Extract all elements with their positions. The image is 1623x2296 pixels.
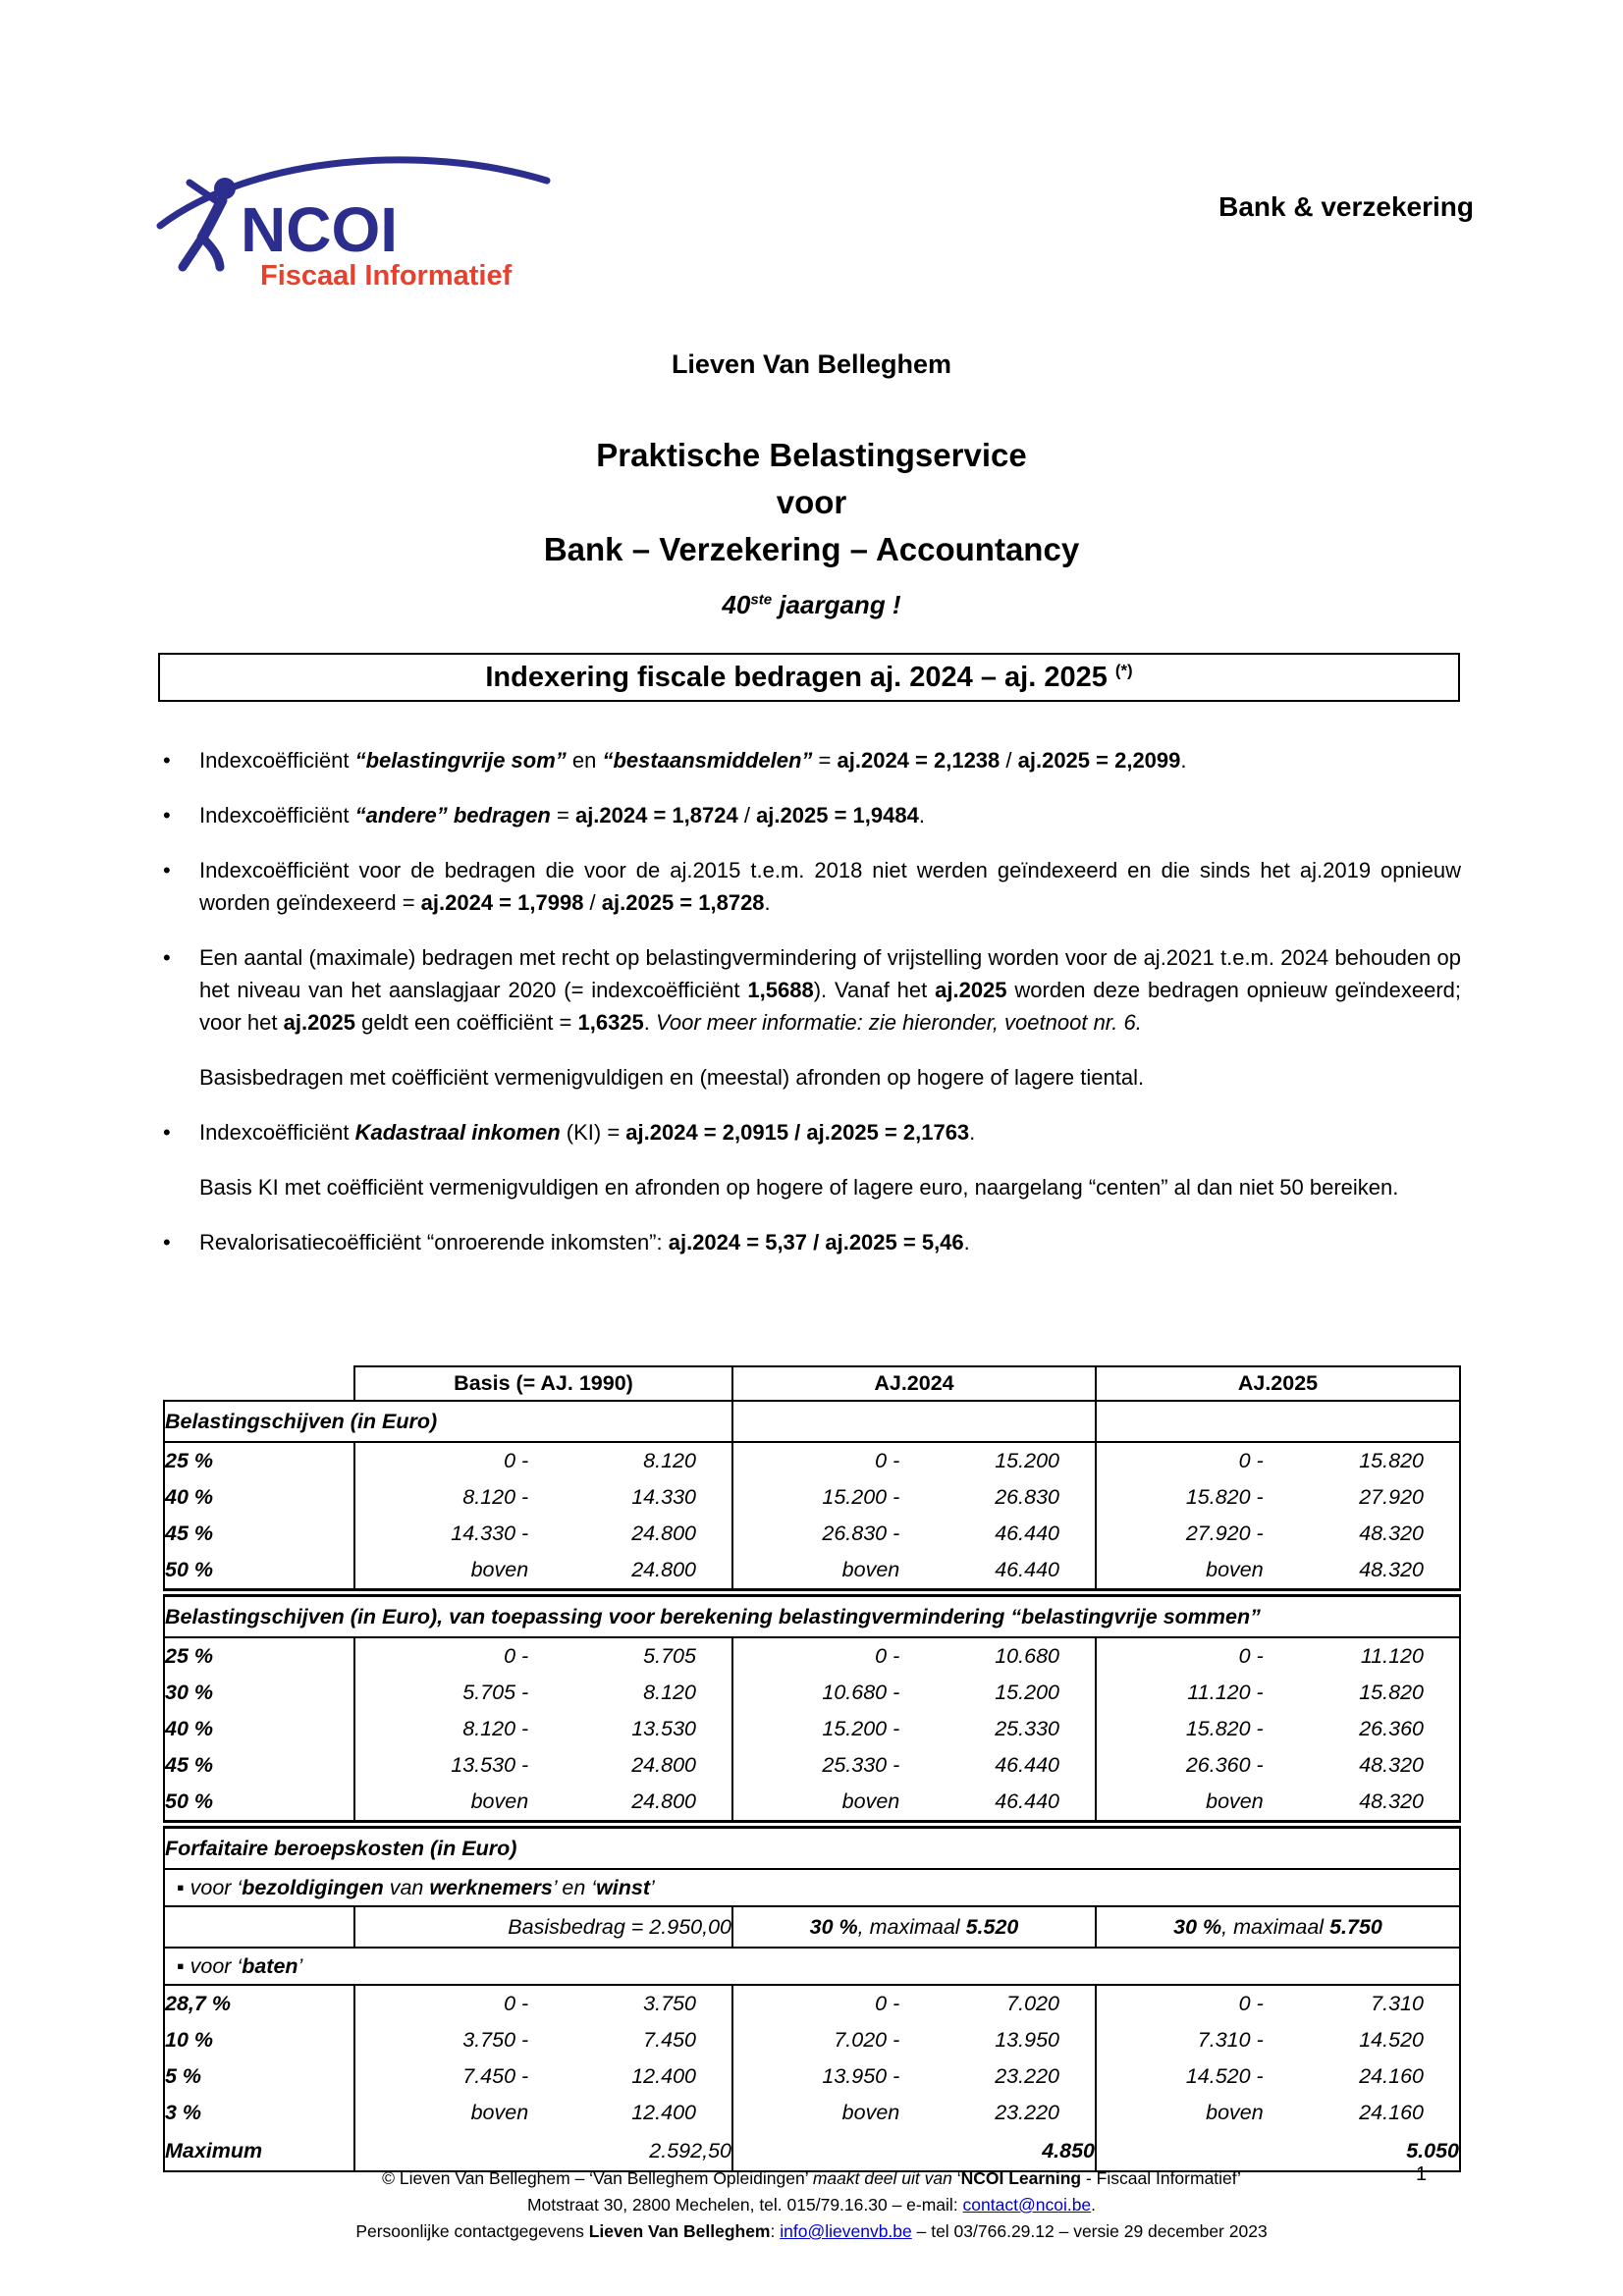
bracket-range-cell <box>1096 1637 1460 1675</box>
range-upper: 12.400 <box>631 2064 696 2088</box>
footer-line-1: © Lieven Van Belleghem – ‘Van Belleghem Opleidingen’ maakt deel uit van ‘NCOI Learning - Fiscaal Informatief’ <box>382 2168 1241 2188</box>
bullet-dot: • <box>163 803 171 828</box>
service-title-line1: Praktische Belastingservice <box>596 437 1027 473</box>
range-upper: 48.320 <box>1359 1522 1424 1545</box>
bracket-range-cell <box>354 1637 732 1675</box>
index-table-wrap <box>163 1365 1461 2172</box>
subsection-header-row <box>164 1869 1460 1906</box>
maximum-value-cell: 4.850 <box>732 2131 1096 2171</box>
column-header-row <box>164 1366 1460 1401</box>
maximum-value-cell: 2.592,50 <box>354 2131 732 2171</box>
bracket-range-cell <box>732 1747 1096 1784</box>
rate-label-cell: 3 % <box>164 2095 354 2131</box>
bracket-range-cell <box>354 2058 732 2095</box>
range-lower: 15.820 - <box>1185 1717 1264 1740</box>
range-upper: 3.750 <box>643 1992 696 2015</box>
rate-bracket-row <box>164 1675 1460 1711</box>
range-lower: 10.680 - <box>822 1681 900 1704</box>
range-lower: boven <box>470 1789 529 1813</box>
range-upper: 8.120 <box>643 1449 696 1472</box>
bracket-range-cell <box>354 1552 732 1593</box>
range-upper: 10.680 <box>995 1644 1059 1668</box>
section-header-row <box>164 1825 1460 1870</box>
range-upper: 14.330 <box>631 1485 696 1509</box>
range-upper: 46.440 <box>995 1558 1059 1581</box>
bracket-range-cell <box>732 1637 1096 1675</box>
range-lower: 3.750 - <box>462 2028 529 2052</box>
index-table <box>163 1365 1461 2172</box>
rate-bracket-row <box>164 1985 1460 2022</box>
range-upper: 11.120 <box>1360 1644 1424 1668</box>
ncoi-logo <box>131 147 563 290</box>
range-lower: 0 - <box>504 1449 529 1472</box>
section-header-cell: Belastingschijven (in Euro), van toepassing voor berekening belastingvermindering “belastingvrije sommen” <box>164 1593 1460 1638</box>
range-lower: 7.310 - <box>1197 2028 1264 2052</box>
bracket-range-cell <box>1096 1747 1460 1784</box>
rate-bracket-row <box>164 2022 1460 2058</box>
section-header-row <box>164 1593 1460 1638</box>
range-upper: 7.020 <box>1006 1992 1059 2015</box>
range-lower: boven <box>1206 1558 1264 1581</box>
bracket-range-cell <box>732 2058 1096 2095</box>
bracket-range-cell <box>354 1675 732 1711</box>
bullet-dot: • <box>163 858 171 882</box>
bracket-range-cell <box>354 1711 732 1747</box>
rate-label-cell: 40 % <box>164 1711 354 1747</box>
bracket-range-cell <box>354 2095 732 2131</box>
empty-cell <box>732 1401 1096 1442</box>
bracket-range-cell <box>354 1479 732 1516</box>
rate-label-cell: 50 % <box>164 1552 354 1593</box>
rate-label-cell: 28,7 % <box>164 1985 354 2022</box>
range-upper: 15.820 <box>1359 1681 1424 1704</box>
bullet-dot: • <box>163 945 171 970</box>
bullet-item <box>163 744 1461 776</box>
range-lower: 13.530 - <box>451 1753 529 1777</box>
logo-subtitle: Fiscaal Informatief <box>260 260 513 290</box>
range-upper: 48.320 <box>1359 1789 1424 1813</box>
empty-cell <box>164 1906 354 1948</box>
service-title-line3: Bank – Verzekering – Accountancy <box>543 531 1080 567</box>
bracket-range-cell <box>1096 2022 1460 2058</box>
range-upper: 5.705 <box>643 1644 696 1668</box>
bracket-range-cell <box>732 1442 1096 1479</box>
bracket-range-cell <box>354 1784 732 1825</box>
section-header-row <box>164 1401 1460 1442</box>
range-lower: 0 - <box>1238 1644 1264 1668</box>
bracket-range-cell <box>1096 1552 1460 1593</box>
range-lower: boven <box>841 2101 900 2124</box>
rate-bracket-row <box>164 1784 1460 1825</box>
rate-bracket-row <box>164 1479 1460 1516</box>
range-upper: 26.360 <box>1359 1717 1424 1740</box>
paragraph <box>199 1171 1461 1203</box>
bracket-range-cell <box>732 1711 1096 1747</box>
rate-bracket-row <box>164 1711 1460 1747</box>
range-lower: boven <box>1206 2101 1264 2124</box>
range-upper: 14.520 <box>1359 2028 1424 2052</box>
range-lower: boven <box>470 1558 529 1581</box>
range-upper: 24.800 <box>631 1558 696 1581</box>
rate-label-cell: 45 % <box>164 1747 354 1784</box>
range-upper: 15.200 <box>995 1681 1059 1704</box>
bracket-range-cell <box>1096 1784 1460 1825</box>
range-lower: 5.705 - <box>462 1681 529 1704</box>
rate-label-cell: 5 % <box>164 2058 354 2095</box>
range-lower: 26.360 - <box>1185 1753 1264 1777</box>
range-lower: 25.330 - <box>822 1753 900 1777</box>
bracket-range-cell <box>732 1516 1096 1552</box>
bracket-range-cell <box>732 1675 1096 1711</box>
email-link[interactable]: info@lievenvb.be <box>780 2221 912 2241</box>
column-header-cell: AJ.2025 <box>1096 1366 1460 1401</box>
rate-bracket-row <box>164 2095 1460 2131</box>
service-title-line2: voor <box>776 484 847 520</box>
range-upper: 24.160 <box>1359 2101 1424 2124</box>
range-lower: 0 - <box>504 1644 529 1668</box>
range-upper: 7.450 <box>643 2028 696 2052</box>
bracket-range-cell <box>1096 1516 1460 1552</box>
bracket-range-cell <box>1096 1479 1460 1516</box>
maximum-value-cell: 5.050 <box>1096 2131 1460 2171</box>
rate-bracket-row <box>164 1442 1460 1479</box>
range-upper: 12.400 <box>631 2101 696 2124</box>
maximum-label-cell: Maximum <box>164 2131 354 2171</box>
range-lower: 0 - <box>875 1449 900 1472</box>
bracket-range-cell <box>354 2022 732 2058</box>
range-lower: 0 - <box>875 1644 900 1668</box>
amount-cell: 30 %, maximaal 5.750 <box>1096 1906 1460 1948</box>
range-upper: 7.310 <box>1371 1992 1424 2015</box>
rate-label-cell: 10 % <box>164 2022 354 2058</box>
subsection-header-cell: ▪ voor ‘bezoldigingen van werknemers’ en ‘winst’ <box>164 1869 1460 1906</box>
logo-wordmark: NCOI <box>241 194 398 265</box>
paragraph <box>199 1061 1461 1094</box>
bracket-range-cell <box>732 1985 1096 2022</box>
rate-bracket-row <box>164 1552 1460 1593</box>
author-name: Lieven Van Belleghem <box>671 349 952 379</box>
range-upper: 23.220 <box>995 2101 1059 2124</box>
column-header-cell: Basis (= AJ. 1990) <box>354 1366 732 1401</box>
bracket-range-cell <box>732 1784 1096 1825</box>
range-lower: 7.020 - <box>834 2028 900 2052</box>
bracket-range-cell <box>1096 1442 1460 1479</box>
footer-line-3: Persoonlijke contactgegevens Lieven Van Belleghem: info@lievenvb.be – tel 03/766.29.12 – versie 29 december 2023 <box>355 2221 1268 2241</box>
range-lower: 14.520 - <box>1185 2064 1264 2088</box>
bullet-item <box>163 941 1461 1039</box>
subsection-header-cell: ▪ voor ‘baten’ <box>164 1948 1460 1985</box>
edition-line: 40ste jaargang ! <box>722 590 901 619</box>
range-upper: 24.800 <box>631 1522 696 1545</box>
page-number: 1 <box>1416 2163 1428 2185</box>
bracket-range-cell <box>354 1516 732 1552</box>
range-upper: 27.920 <box>1359 1485 1424 1509</box>
section-header-cell: Forfaitaire beroepskosten (in Euro) <box>164 1825 1460 1870</box>
range-lower: 15.200 - <box>822 1717 900 1740</box>
bracket-range-cell <box>1096 2058 1460 2095</box>
bullet-text: Indexcoëfficiënt voor de bedragen die voor de aj.2015 t.e.m. 2018 niet werden geïndexeerd en die sinds het aj.2019 opnieuw worden geïndexeerd = aj.2024 = 1,7998 / aj.2025 = 1,8728. <box>199 858 1461 915</box>
bullet-item <box>163 799 1461 831</box>
range-lower: 15.820 - <box>1185 1485 1264 1509</box>
rate-label-cell: 25 % <box>164 1637 354 1675</box>
bullet-text: Indexcoëfficiënt “andere” bedragen = aj.2024 = 1,8724 / aj.2025 = 1,9484. <box>199 803 925 828</box>
range-lower: 27.920 - <box>1185 1522 1264 1545</box>
bracket-range-cell <box>732 1479 1096 1516</box>
bracket-range-cell <box>732 2095 1096 2131</box>
email-link[interactable]: contact@ncoi.be <box>962 2195 1092 2215</box>
range-upper: 15.200 <box>995 1449 1059 1472</box>
range-lower: 8.120 - <box>462 1485 529 1509</box>
range-lower: boven <box>1206 1789 1264 1813</box>
bracket-range-cell <box>1096 2095 1460 2131</box>
corner-label: Bank & verzekering <box>1218 191 1474 222</box>
bullet-item <box>163 1116 1461 1148</box>
rate-label-cell: 40 % <box>164 1479 354 1516</box>
bullet-dot: • <box>163 1120 171 1145</box>
range-lower: 11.120 - <box>1187 1681 1264 1704</box>
rate-bracket-row <box>164 1516 1460 1552</box>
bracket-range-cell <box>732 1552 1096 1593</box>
bracket-range-cell <box>1096 1675 1460 1711</box>
subsection-header-row <box>164 1948 1460 1985</box>
range-upper: 24.160 <box>1359 2064 1424 2088</box>
bracket-range-cell <box>354 1985 732 2022</box>
range-upper: 46.440 <box>995 1789 1059 1813</box>
section-header-cell: Belastingschijven (in Euro) <box>164 1401 732 1442</box>
column-header-cell: AJ.2024 <box>732 1366 1096 1401</box>
bullet-text: Basisbedragen met coëfficiënt vermenigvuldigen en (meestal) afronden op hogere of lagere tiental. <box>199 1065 1145 1090</box>
empty-cell <box>1096 1401 1460 1442</box>
range-upper: 48.320 <box>1359 1558 1424 1581</box>
bracket-range-cell <box>354 1442 732 1479</box>
rate-label-cell: 50 % <box>164 1784 354 1825</box>
bullet-dot: • <box>163 1230 171 1255</box>
range-lower: 15.200 - <box>822 1485 900 1509</box>
rate-label-cell: 25 % <box>164 1442 354 1479</box>
range-upper: 24.800 <box>631 1753 696 1777</box>
page-footer <box>0 2165 1623 2245</box>
corner-blank-cell <box>164 1366 354 1401</box>
amount-cell: Basisbedrag = 2.950,00 <box>354 1906 732 1948</box>
range-lower: boven <box>470 2101 529 2124</box>
bullet-item <box>163 854 1461 919</box>
bullet-item <box>163 1226 1461 1258</box>
range-lower: boven <box>841 1558 900 1581</box>
range-lower: 0 - <box>504 1992 529 2015</box>
bullet-dot: • <box>163 748 171 773</box>
bracket-range-cell <box>732 2022 1096 2058</box>
range-upper: 46.440 <box>995 1522 1059 1545</box>
rate-bracket-row <box>164 1747 1460 1784</box>
range-lower: boven <box>841 1789 900 1813</box>
range-upper: 13.530 <box>631 1717 696 1740</box>
range-upper: 26.830 <box>995 1485 1059 1509</box>
bracket-range-cell <box>1096 1711 1460 1747</box>
range-lower: 7.450 - <box>462 2064 529 2088</box>
indexing-box-title: Indexering fiscale bedragen aj. 2024 – aj. 2025 (*) <box>158 653 1460 702</box>
range-upper: 8.120 <box>643 1681 696 1704</box>
bullet-text: Een aantal (maximale) bedragen met recht op belastingvermindering of vrijstelling worden voor de aj.2021 t.e.m. 2024 behouden op het niveau van het aanslagjaar 2020 (= indexcoëfficiënt 1,5688). Vanaf het aj.2025 worden deze bedragen opnieuw geïndexeerd; voor het aj.2025 geldt een coëfficiënt = 1,6325. Voor meer informatie: zie hieronder, voetnoot nr. 6. <box>199 945 1461 1035</box>
range-upper: 13.950 <box>995 2028 1059 2052</box>
bullet-text: Indexcoëfficiënt Kadastraal inkomen (KI) = aj.2024 = 2,0915 / aj.2025 = 2,1763. <box>199 1120 976 1145</box>
range-lower: 26.830 - <box>822 1522 900 1545</box>
range-upper: 46.440 <box>995 1753 1059 1777</box>
range-upper: 25.330 <box>995 1717 1059 1740</box>
range-upper: 23.220 <box>995 2064 1059 2088</box>
rate-label-cell: 30 % <box>164 1675 354 1711</box>
range-lower: 8.120 - <box>462 1717 529 1740</box>
range-lower: 13.950 - <box>822 2064 900 2088</box>
bullet-text: Revalorisatiecoëfficiënt “onroerende inkomsten”: aj.2024 = 5,37 / aj.2025 = 5,46. <box>199 1230 970 1255</box>
range-upper: 24.800 <box>631 1789 696 1813</box>
bracket-range-cell <box>354 1747 732 1784</box>
rate-bracket-row <box>164 2058 1460 2095</box>
service-title <box>0 432 1623 573</box>
bullet-list <box>163 744 1461 1281</box>
range-upper: 48.320 <box>1359 1753 1424 1777</box>
bullet-text: Basis KI met coëfficiënt vermenigvuldigen en afronden op hogere of lagere euro, naargelang “centen” al dan niet 50 bereiken. <box>199 1175 1399 1200</box>
rate-bracket-row <box>164 1637 1460 1675</box>
basis-amount-row <box>164 1906 1460 1948</box>
bullet-text: Indexcoëfficiënt “belastingvrije som” en “bestaansmiddelen” = aj.2024 = 2,1238 / aj.2025 = 2,2099. <box>199 748 1187 773</box>
range-lower: 0 - <box>1238 1992 1264 2015</box>
range-upper: 15.820 <box>1359 1449 1424 1472</box>
rate-label-cell: 45 % <box>164 1516 354 1552</box>
amount-cell: 30 %, maximaal 5.520 <box>732 1906 1096 1948</box>
bracket-range-cell <box>1096 1985 1460 2022</box>
range-lower: 0 - <box>875 1992 900 2015</box>
range-lower: 14.330 - <box>451 1522 529 1545</box>
range-lower: 0 - <box>1238 1449 1264 1472</box>
footer-line-2: Motstraat 30, 2800 Mechelen, tel. 015/79.16.30 – e-mail: contact@ncoi.be. <box>526 2195 1097 2215</box>
